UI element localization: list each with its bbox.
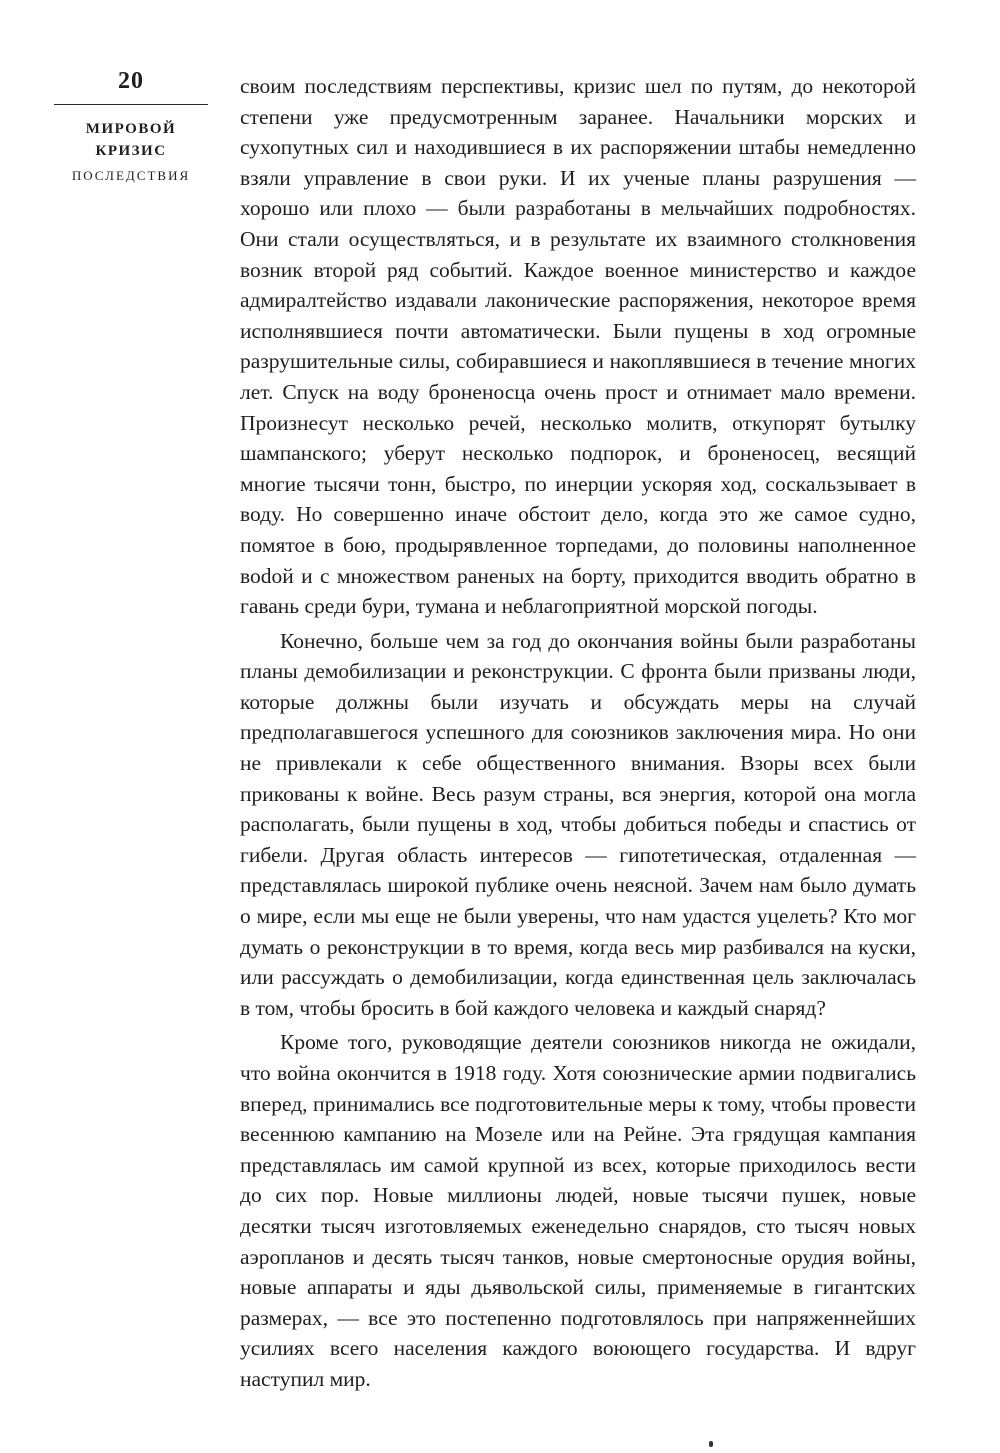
running-title — [54, 118, 208, 162]
page-number: 20 — [118, 68, 144, 94]
paragraph: Конечно, больше чем за год до окончания войны были разработаны планы демобилизации и реконструкции. С фронта были призваны люди, которые должны были изучать и обсуждать меры на случай предполагавшегося успешного для союзников заключения мира. Но они не привлекали к себе общественного внимания. Взоры всех были прикованы к войне. Весь разум страны, вся энергия, которой она могла располагать, были пущены в ход, чтобы добиться победы и спастись от гибели. Другая область интересов — гипотетическая, отдаленная — представлялась широкой публике очень неясной. Зачем нам было думать о мире, если мы еще не были уверены, что нам удастся уцелеть? Кто мог думать о реконструкции в то время, когда весь мир разбивался на куски, или рассуждать о демобилизации, когда единственная цель заключалась в том, чтобы бросить в бой каждого человека и каждый снаряд? — [240, 628, 916, 1020]
header-rule — [54, 104, 208, 105]
main-text — [240, 71, 916, 1395]
paragraph: Кроме того, руководящие деятели союзников никогда не ожидали, что война окончится в 1918 году. Хотя союзнические армии подвигались вперед, принимались все подготовительные меры к тому, чтобы провести весеннюю кампанию на Мозеле или на Рейне. Эта грядущая кампания представлялась им самой крупной из всех, которые приходилось вести до сих пор. Новые миллионы людей, новые тысячи пушек, новые десятки тысяч изготовляемых еженедельно снарядов, сто тысяч новых аэропланов и десять тысяч танков, новые смертоносные орудия войны, новые аппараты и яды дьявольской силы, применяемые в гигантских размерах, — все это постепенно подготовлялось при напряженнейших усилиях всего населения каждого воюющего государства. И вдруг наступил мир. — [240, 1030, 916, 1391]
running-title-line: КРИЗИС — [95, 143, 167, 159]
print-speck — [709, 1441, 713, 1447]
paragraph: своим последствиям перспективы, кризис шел по путям, до некоторой степени уже предусмотренным заранее. Начальники морских и сухопутных сил и находившиеся в их распоряжении штабы немедленно взяли управление в свои руки. И их ученые планы разрушения — хорошо или плохо — были разработаны в мельчайших подробностях. Они стали осуществляться, и в результате их взаимного столкновения возник второй ряд событий. Каждое военное министерство и каждое адмиралтейство издавали лаконические распоряжения, некоторое время исполнявшиеся почти автоматически. Были пущены в ход огромные разрушительные силы, собиравшиеся и накоплявшиеся в течение многих лет. Спуск на воду броненосца очень прост и отнимает мало времени. Произнесут несколько речей, несколько молитв, откупорят бутылку шампанского; уберут несколько подпорок, и броненосец, весящий многие тысячи тонн, быстро, по инерции ускоряя ход, соскальзывает в воду. Но совершенно иначе обстоит дело, когда это же самое судно, помятое в бою, продырявленное торпедами, до половины наполненное воdой и с множеством раненых на борту, приходится вводить обратно в гавань среди бури, тумана и неблагоприятной морской погоды. — [240, 74, 916, 619]
running-subtitle: ПОСЛЕДСТВИЯ — [71, 168, 191, 183]
margin-header — [54, 64, 208, 186]
running-title-line: МИРОВОЙ — [85, 121, 177, 137]
